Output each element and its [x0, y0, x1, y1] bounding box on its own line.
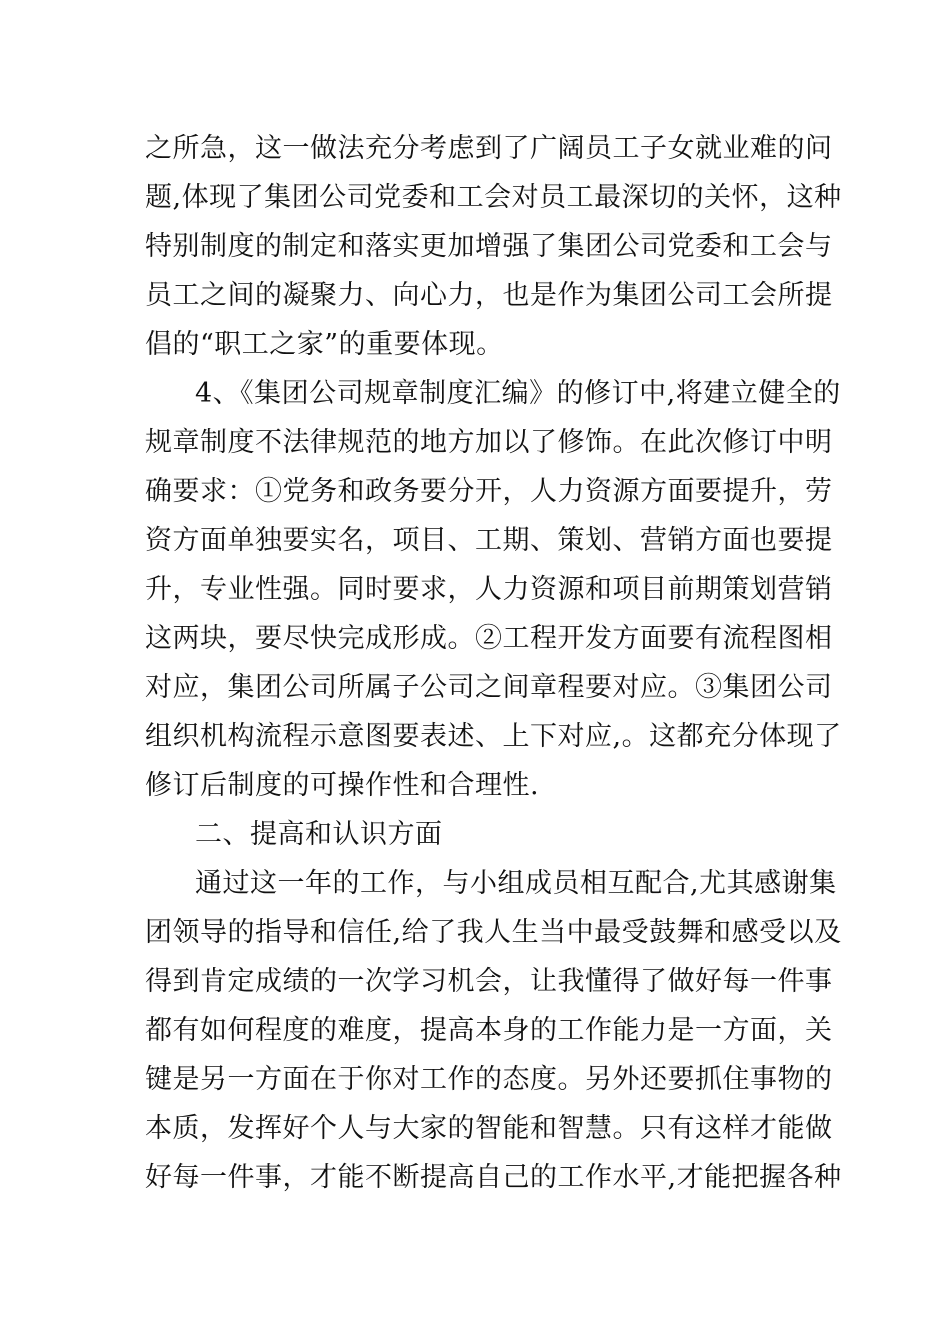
text-line: 团领导的指导和信任,给了我人生当中最受鼓舞和感受以及: [145, 917, 842, 948]
text-line: 都有如何程度的难度，提高本身的工作能力是一方面，关: [145, 1015, 833, 1046]
text-line: 升，专业性强。同时要求，人力资源和项目前期策划营销: [145, 574, 833, 605]
text-line: 这两块，要尽快完成形成。②工程开发方面要有流程图相: [145, 623, 833, 654]
text-line: 组织机构流程示意图要表述、上下对应,。这都充分体现了: [145, 721, 842, 752]
paragraph-start-line: 4、《集团公司规章制度汇编》的修订中,将建立健全的: [195, 378, 841, 409]
section-heading: 二、提高和认识方面: [195, 819, 443, 850]
text-line: 题,体现了集团公司党委和工会对员工最深切的关怀，这种: [145, 182, 842, 213]
text-line: 倡的“职工之家”的重要体现。: [145, 329, 504, 360]
text-line: 特别制度的制定和落实更加增强了集团公司党委和工会与: [145, 231, 833, 262]
text-line: 键是另一方面在于你对工作的态度。另外还要抓住事物的: [145, 1064, 833, 1095]
text-line: 本质，发挥好个人与大家的智能和智慧。只有这样才能做: [145, 1113, 833, 1144]
text-line: 好每一件事，才能不断提高自己的工作水平,才能把握各种: [145, 1162, 842, 1193]
paragraph-start-line: 通过这一年的工作，与小组成员相互配合,尤其感谢集: [195, 868, 837, 899]
text-line: 之所急，这一做法充分考虑到了广阔员工子女就业难的问: [145, 133, 833, 164]
text-line: 员工之间的凝聚力、向心力，也是作为集团公司工会所提: [145, 280, 833, 311]
text-line: 修订后制度的可操作性和合理性.: [145, 770, 540, 801]
text-line: 得到肯定成绩的一次学习机会，让我懂得了做好每一件事: [145, 966, 833, 997]
document-body: [145, 124, 842, 1202]
text-line: 规章制度不法律规范的地方加以了修饰。在此次修订中明: [145, 427, 833, 458]
text-line: 确要求：①党务和政务要分开，人力资源方面要提升，劳: [145, 476, 833, 507]
text-line: 资方面单独要实名，项目、工期、策划、营销方面也要提: [145, 525, 833, 556]
text-line: 对应，集团公司所属子公司之间章程要对应。③集团公司: [145, 672, 833, 703]
